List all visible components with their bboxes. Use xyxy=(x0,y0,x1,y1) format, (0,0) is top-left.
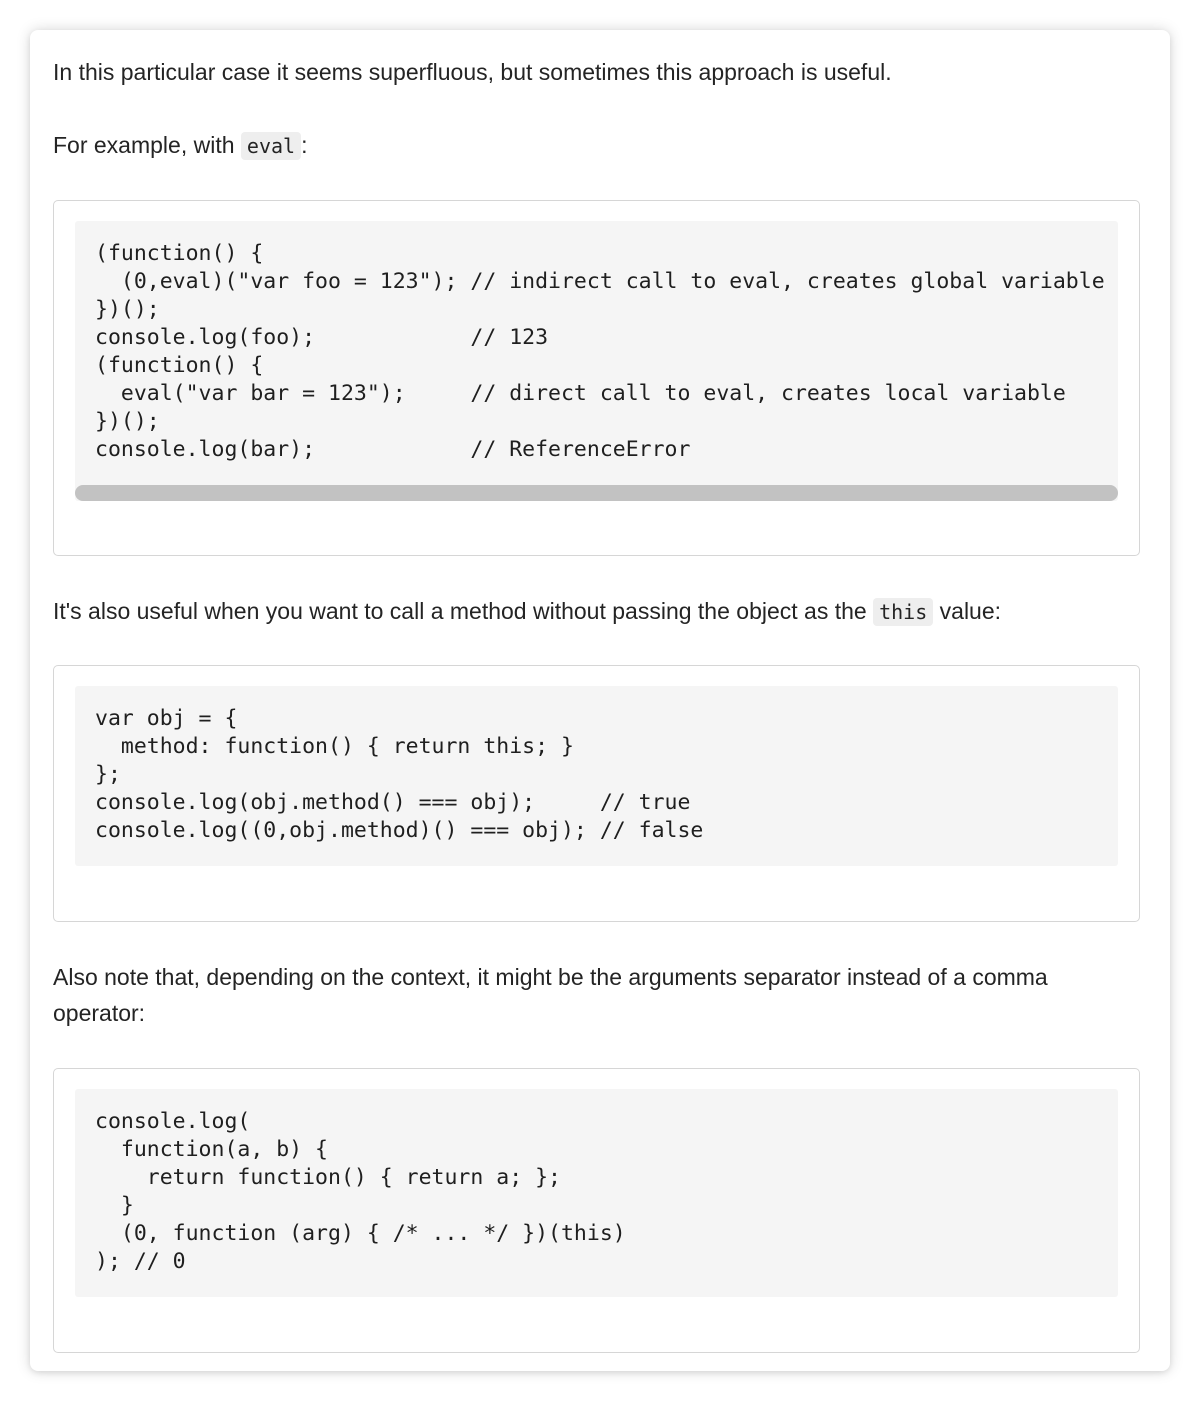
answer-card xyxy=(30,30,1170,1371)
paragraph-method-text: It's also useful when you want to call a method without passing the object as the xyxy=(53,598,874,624)
horizontal-scrollbar[interactable] xyxy=(75,485,1118,501)
code-block-args xyxy=(53,1068,1140,1353)
code-text-method: var obj = { method: function() { return this; } }; console.log(obj.method() === obj); // true console.log((0,obj.method)() === obj); // false xyxy=(95,706,704,843)
code-text-eval: (function() { (0,eval)("var foo = 123"); // indirect call to eval, creates global variable })(); console.log(foo); // 123 (function() { eval("var bar = 123"); // direct call to eval, creates local variable })(); console.log(bar); // ReferenceError xyxy=(95,241,1105,462)
inline-code-this: this xyxy=(873,598,933,626)
inline-code-eval: eval xyxy=(241,132,301,160)
code-area-args xyxy=(75,1089,1118,1297)
paragraph-method-suffix: value: xyxy=(933,598,1002,624)
paragraph-separator-note: Also note that, depending on the context, it might be the arguments separator instead of a comma operator: xyxy=(53,964,1048,1026)
code-scroll-area[interactable] xyxy=(75,221,1118,501)
paragraph-eval-text: For example, with xyxy=(53,132,241,158)
code-block-eval xyxy=(53,200,1140,556)
paragraph-method-example xyxy=(53,593,1143,630)
code-block-method xyxy=(53,665,1140,922)
code-text-args: console.log( function(a, b) { return function() { return a; }; } (0, function (arg) { /* ... */ })(this) ); // 0 xyxy=(95,1109,626,1274)
code-area-method xyxy=(75,686,1118,866)
paragraph-intro: In this particular case it seems superfluous, but sometimes this approach is useful. xyxy=(53,59,892,85)
paragraph-eval-colon: : xyxy=(301,132,308,158)
paragraph-eval-example xyxy=(53,127,1143,164)
